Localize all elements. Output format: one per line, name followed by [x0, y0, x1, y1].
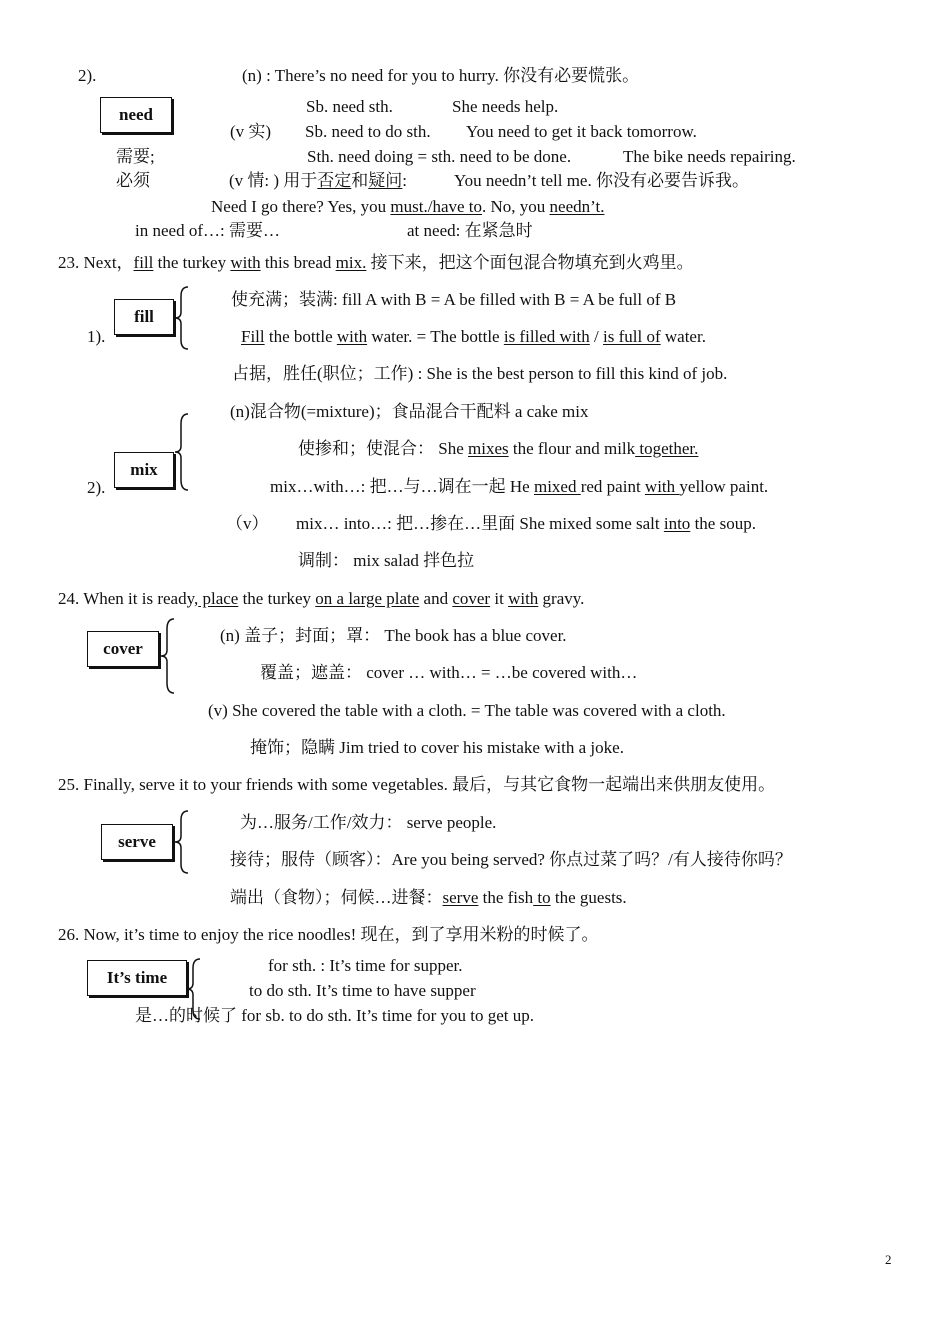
need-modal-prefix: (v 情: ) 用于: [229, 171, 318, 190]
its-time-pattern-1: for sth. : It’s time for supper.: [268, 956, 463, 975]
at-need-line: at need: 在紧急时: [407, 221, 533, 240]
need-qa-middle: . No, you: [482, 197, 550, 216]
need-modal-line: [229, 171, 407, 191]
need-qa-line: [211, 197, 604, 217]
fill-ex-a: the bottle: [264, 327, 337, 346]
mix-v1-mixes: mixes: [468, 439, 509, 458]
need-pattern-1: Sb. need sth.: [306, 97, 393, 116]
mix-v3-into: into: [663, 514, 691, 533]
s23-title-with: with: [230, 253, 261, 272]
s24-title-with: with: [508, 589, 539, 608]
need-keyword-box: need: [100, 97, 172, 133]
s24-title-p3: and: [419, 589, 453, 608]
need-pattern-1-example: She needs help.: [452, 97, 559, 116]
need-pattern-3-example: The bike needs repairing.: [623, 147, 796, 166]
s23-title-mix: mix.: [335, 253, 367, 272]
need-modal-example: You needn’t tell me. 你没有必要告诉我。: [454, 171, 749, 190]
section-23-title: [58, 253, 694, 273]
section-25-title: 25. Finally, serve it to your friends with some vegetables. 最后，与其它食物一起端出来供朋友使用。: [58, 775, 776, 794]
its-time-keyword-box: It’s time: [87, 960, 187, 996]
in-need-of-line: in need of…: 需要…: [135, 221, 280, 240]
mix-v2-b: red paint: [580, 477, 645, 496]
fill-ex-fill: Fill: [241, 327, 265, 346]
need-meaning-2: 必须: [116, 171, 150, 190]
section-24-title: [58, 589, 584, 609]
fill-ex-filled-with: is filled with: [503, 327, 590, 346]
cover-keyword-box: cover: [87, 631, 159, 667]
mix-v3-b: the soup.: [690, 514, 756, 533]
fill-meaning-1: 使充满；装满: fill A with B = A be filled with B = A be full of B: [231, 290, 677, 309]
its-time-pattern-3: 是…的时候了 for sb. to do sth. It’s time for you to get up.: [135, 1006, 535, 1025]
need-modal-colon: :: [402, 171, 408, 190]
mix-verb-line-3: [296, 514, 756, 534]
mix-v2-c: yellow paint.: [679, 477, 769, 496]
need-modal-negative: 否定: [317, 171, 352, 190]
s23-title-part2: the turkey: [153, 253, 231, 272]
mix-v1-together: together.: [635, 439, 699, 458]
serve-m3-b: the fish: [478, 888, 534, 907]
mix-brace-icon: [174, 413, 190, 491]
s24-title-cover: cover: [452, 589, 491, 608]
need-modal-question: 疑问: [368, 171, 403, 190]
fill-meaning-3: 占据，胜任(职位；工作) : She is the best person to fill this kind of job.: [232, 364, 728, 383]
mix-noun-line: (n)混合物(=mixture)；食品混合干配料 a cake mix: [230, 402, 589, 421]
serve-meaning-3: [230, 888, 627, 908]
serve-meaning-2: 接待；服侍（顾客）：Are you being served? 你点过菜了吗？/有人接待你吗？: [230, 850, 792, 869]
cover-verb-line-2: (v) She covered the table with a cloth. = The table was covered with a cloth.: [208, 701, 726, 720]
need-pattern-2: Sb. need to do sth.: [305, 122, 431, 141]
mix-verb-line-4: 调制： mix salad 拌色拉: [298, 551, 475, 570]
need-pattern-2-example: You need to get it back tomorrow.: [466, 122, 697, 141]
serve-m3-a: 端出（食物）；伺候…进餐：: [230, 888, 443, 907]
need-qa-must: must./have to: [390, 197, 483, 216]
cover-brace-icon: [160, 618, 176, 694]
cover-verb-line-1: 覆盖；遮盖： cover … with… = …be covered with…: [260, 663, 638, 682]
mix-v2-with: with: [644, 477, 680, 496]
need-item-number: 2).: [78, 66, 97, 85]
s24-title-plate: on a large plate: [315, 589, 420, 608]
fill-ex-slash: /: [589, 327, 604, 346]
serve-meaning-1: 为…服务/工作/效力： serve people.: [240, 813, 497, 832]
page-number: 2: [885, 1252, 892, 1267]
serve-m3-serve: serve: [442, 888, 479, 907]
s24-title-p4: it: [490, 589, 509, 608]
mix-item-number: 2).: [87, 478, 106, 497]
fill-ex-c: water.: [660, 327, 706, 346]
s23-title-part4: 接下来，把这个面包混合物填充到火鸡里。: [366, 253, 694, 272]
fill-ex-b: water. = The bottle: [367, 327, 504, 346]
section-26-title: 26. Now, it’s time to enjoy the rice noodles! 现在，到了享用米粉的时候了。: [58, 925, 599, 944]
s24-title-p1: 24. When it is ready,: [58, 589, 199, 608]
need-noun-line: (n) : There’s no need for you to hurry. 你没有必要慌张。: [242, 66, 640, 85]
fill-item-number: 1).: [87, 327, 106, 346]
need-meaning-1: 需要;: [116, 147, 155, 166]
mix-v1-b: the flour and milk: [508, 439, 636, 458]
serve-m3-to: to: [533, 888, 551, 907]
s24-title-p5: gravy.: [538, 589, 585, 608]
fill-ex-with: with: [336, 327, 368, 346]
need-qa-prefix: Need I go there? Yes, you: [211, 197, 391, 216]
need-modal-and: 和: [351, 171, 369, 190]
serve-keyword-box: serve: [101, 824, 173, 860]
mix-verb-line-2: [270, 477, 768, 497]
s24-title-p2: the turkey: [238, 589, 316, 608]
mix-verb-label: （v）: [226, 514, 269, 533]
mix-v3-a: mix… into…: 把…掺在…里面 She mixed some salt: [296, 514, 664, 533]
cover-noun-line: (n) 盖子；封面；罩： The book has a blue cover.: [220, 626, 567, 645]
serve-m3-c: the guests.: [550, 888, 627, 907]
fill-example-line: [241, 327, 706, 347]
its-time-pattern-2: to do sth. It’s time to have supper: [249, 981, 476, 1000]
need-verb-full-label: (v 实): [230, 122, 272, 141]
s23-title-part3: this bread: [260, 253, 336, 272]
mix-verb-line-1: [298, 439, 698, 459]
s24-title-place: place: [198, 589, 239, 608]
s23-title-fill: fill: [133, 253, 154, 272]
mix-keyword-box: mix: [114, 452, 174, 488]
need-pattern-3: Sth. need doing = sth. need to be done.: [307, 147, 572, 166]
s23-title-part1: 23. Next，: [58, 253, 134, 272]
need-qa-neednt: needn’t.: [549, 197, 605, 216]
fill-keyword-box: fill: [114, 299, 174, 335]
mix-v2-mixed: mixed: [533, 477, 581, 496]
fill-brace-icon: [174, 286, 190, 350]
mix-v1-a: 使掺和；使混合： She: [298, 439, 468, 458]
serve-brace-icon: [174, 810, 190, 874]
cover-verb-line-3: 掩饰；隐瞒 Jim tried to cover his mistake with a joke.: [250, 738, 624, 757]
mix-v2-a: mix…with…: 把…与…调在一起 He: [270, 477, 534, 496]
fill-ex-full-of: is full of: [603, 327, 661, 346]
